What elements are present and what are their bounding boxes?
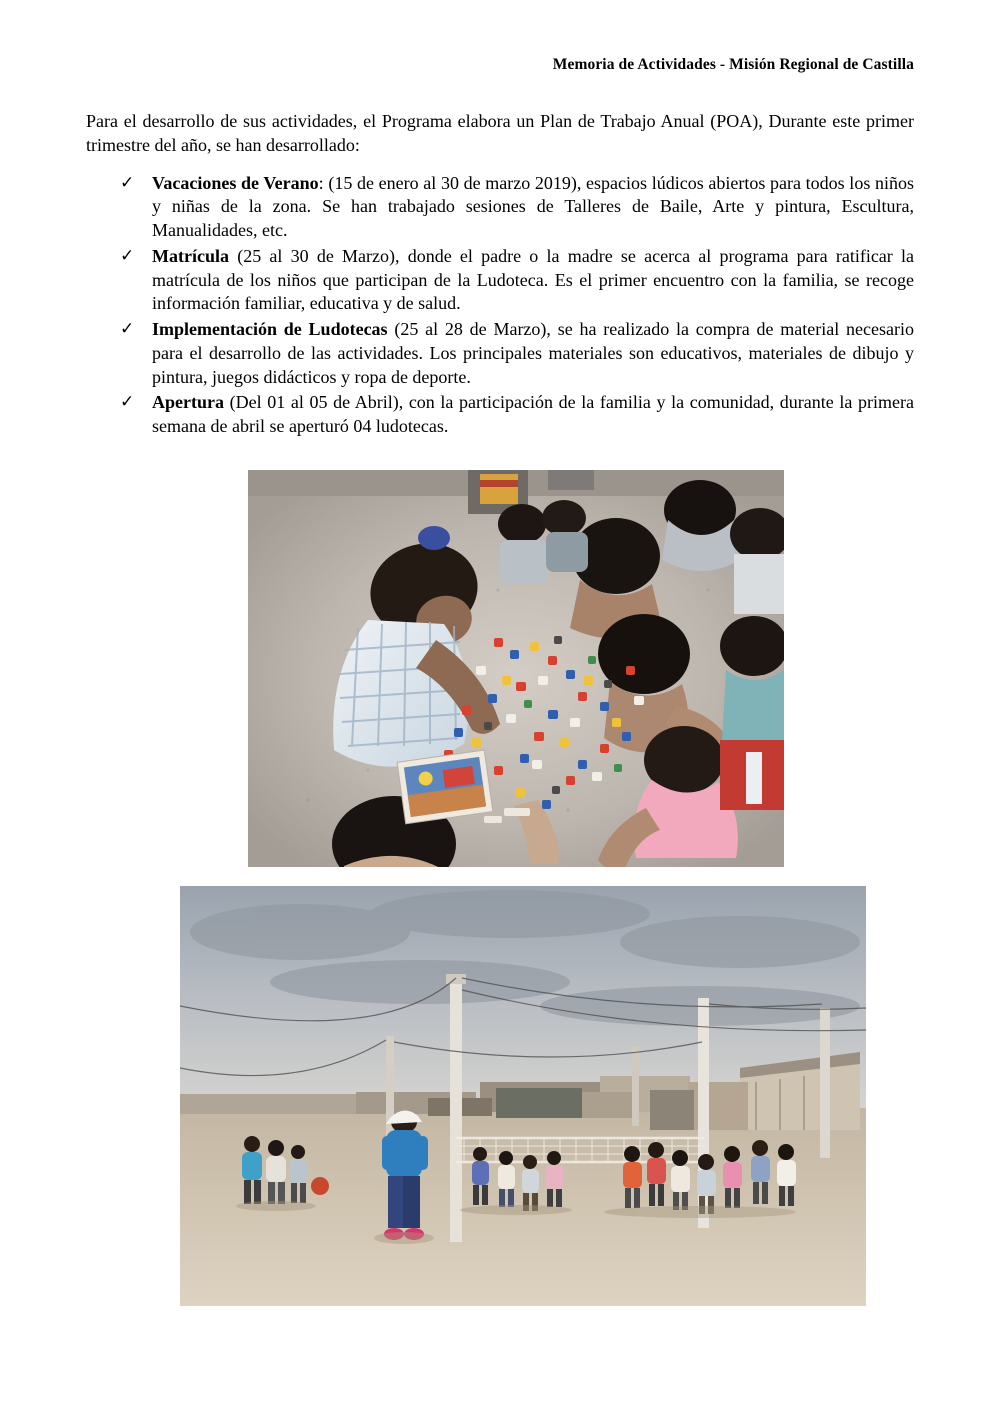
list-item — [120, 391, 914, 439]
checkmark-icon: ✓ — [120, 172, 135, 193]
checkmark-icon: ✓ — [120, 245, 135, 266]
list-item-text: (25 al 28 de Marzo), se ha realizado la compra de material necesario para el desarrollo de las actividades. Los principales materiales son educativos, materiales de dibujo y pintura, juegos didácticos y ropa de deporte. — [152, 319, 914, 387]
list-item — [120, 245, 914, 316]
header-title: Memoria de Actividades - Misión Regional de Castilla — [552, 56, 914, 73]
list-item-lead: Vacaciones de Verano — [152, 172, 319, 193]
photo-children-puzzle — [248, 470, 784, 867]
list-item-text: : (15 de enero al 30 de marzo 2019), espacios lúdicos abiertos para todos los niños y niñas de la zona. Se han trabajado sesiones de Talleres de Baile, Arte y pintura, Escultura, Manualidades, etc. — [152, 172, 914, 240]
list-item — [120, 172, 914, 243]
list-item-lead: Implementación de Ludotecas — [152, 319, 388, 339]
photo-children-puzzle-image — [248, 470, 784, 867]
photo-outdoor-activity — [180, 886, 866, 1306]
list-item-lead: Matrícula — [152, 245, 229, 266]
page-header — [0, 56, 992, 74]
list-item-lead: Apertura — [152, 392, 224, 413]
photo-outdoor-activity-image — [180, 886, 866, 1306]
activities-list — [86, 172, 914, 439]
checkmark-icon: ✓ — [120, 392, 135, 413]
intro-paragraph: Para el desarrollo de sus actividades, el Programa elabora un Plan de Trabajo Anual (POA), Durante este primer trimestre del año, se han desarrollado: — [86, 111, 914, 155]
list-item-text: (25 al 30 de Marzo), donde el padre o la madre se acerca al programa para ratificar la matrícula de los niños que participan de la Ludoteca. Es el primer encuentro con la familia, se recoge información familiar, educativa y de salud. — [152, 245, 914, 314]
document-body — [86, 110, 914, 441]
list-item-text: (Del 01 al 05 de Abril), con la participación de la familia y la comunidad, durante la primera semana de abril se aperturó 04 ludotecas. — [152, 392, 914, 436]
list-item — [120, 318, 914, 389]
checkmark-icon: ✓ — [120, 319, 135, 339]
